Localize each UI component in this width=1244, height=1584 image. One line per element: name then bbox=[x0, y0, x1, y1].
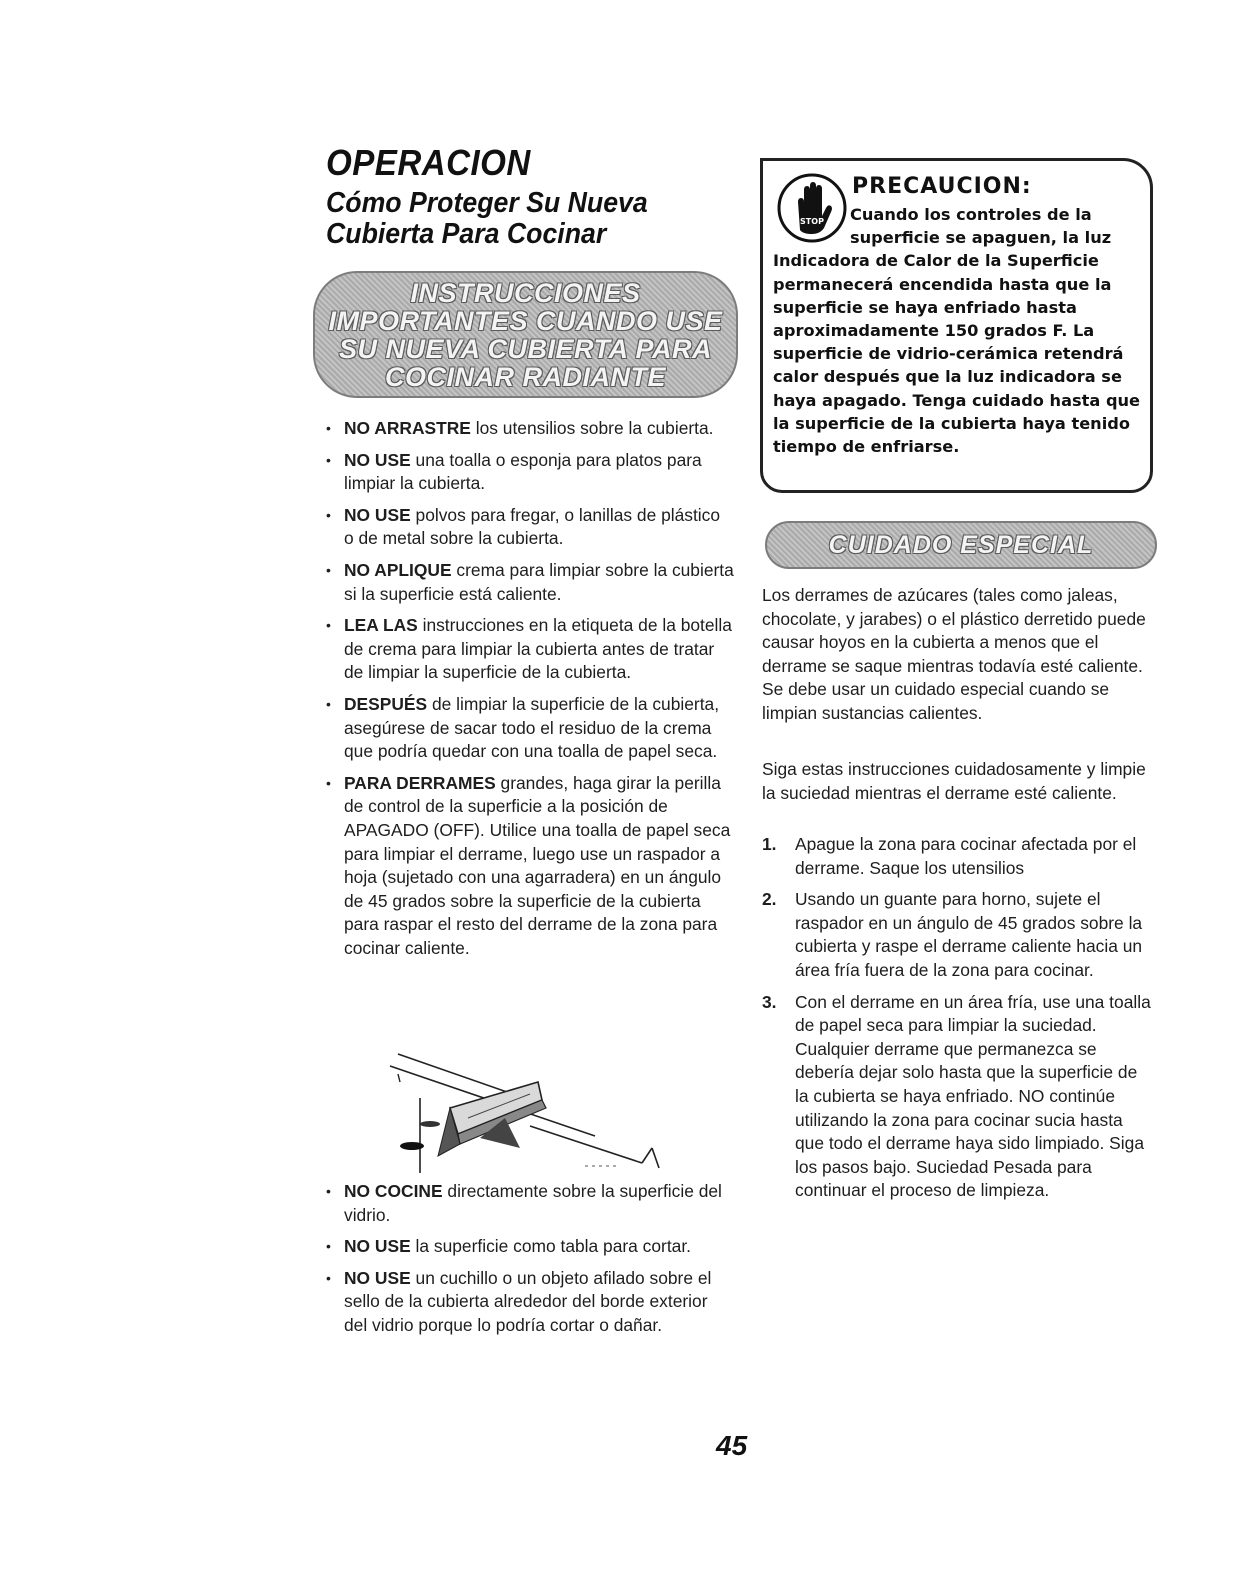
usage-list bbox=[324, 1180, 734, 1346]
item-text: grandes, haga girar la perilla de control de la superficie a la posición de APAGADO (OFF). Utilice una toalla de papel seca para limpiar el derrame, luego use un raspador a hoja (sujetado con una agarradera) en un ángulo de 45 grados sobre la superficie de la cubierta para raspar el resto del derrame de la zona para cocinar caliente. bbox=[344, 772, 731, 958]
item-text: directamente sobre la superficie del vidrio. bbox=[344, 1181, 722, 1225]
item-lead: NO ARRASTRE bbox=[344, 418, 471, 438]
step-text: Con el derrame en un área fría, use una toalla de papel seca para limpiar la suciedad. Cualquier derrame que permanezca se debería dejar solo hasta que la superficie de la cubierta se haya enfriado. NO continúe utilizando la zona para cocinar sucia hasta que todo el derrame haya sido limpiado. Siga los pasos bajo. Suciedad Pesada para continuar el proceso de limpieza. bbox=[795, 991, 1151, 1201]
list-item bbox=[324, 559, 734, 606]
instructions-banner-text: INSTRUCCIONES IMPORTANTES CUANDO USE SU NUEVA CUBIERTA PARA COCINAR RADIANTE bbox=[328, 277, 723, 392]
list-item bbox=[324, 417, 734, 441]
item-lead: NO COCINE bbox=[344, 1181, 443, 1201]
step-item bbox=[762, 888, 1152, 982]
stop-hand-icon bbox=[776, 172, 848, 244]
special-care-banner bbox=[765, 521, 1157, 569]
list-item bbox=[324, 1180, 734, 1227]
spill-intro-paragraph: Los derrames de azúcares (tales como jaleas, chocolate, y jarabes) o el plástico derretido puede causar hoyos en la cubierta a menos que el derrame se saque mientras todavía esté caliente. Se debe usar un cuidado especial cuando se limpian sustancias calientes. bbox=[762, 585, 1146, 723]
page-number: 45 bbox=[716, 1430, 748, 1461]
item-lead: LEA LAS bbox=[344, 615, 418, 636]
item-lead: NO USE bbox=[344, 1236, 411, 1257]
list-item bbox=[324, 504, 734, 551]
precautions-list bbox=[324, 417, 734, 968]
list-item bbox=[324, 693, 734, 764]
list-item bbox=[324, 772, 734, 961]
special-care-banner-text: CUIDADO ESPECIAL bbox=[828, 530, 1094, 559]
step-text: Usando un guante para horno, sujete el raspador en un ángulo de 45 grados sobre la cubierta y raspe el derrame caliente hacia un área fría fuera de la zona para cocinar. bbox=[795, 889, 1143, 980]
item-text: instrucciones en la etiqueta de la botella de crema para limpiar la cubierta antes de tratar de limpiar la superficie de la cubierta. bbox=[344, 615, 732, 683]
item-lead: DESPUÉS bbox=[344, 693, 428, 714]
item-lead: NO USE bbox=[344, 449, 411, 470]
item-lead: PARA DERRAMES bbox=[344, 772, 496, 793]
follow-instructions-paragraph: Siga estas instrucciones cuidadosamente y limpie la suciedad mientras el derrame esté caliente. bbox=[762, 759, 1146, 803]
item-text: crema para limpiar sobre la cubierta si la superficie está caliente. bbox=[344, 559, 734, 604]
page-title: Cómo Proteger Su Nueva Cubierta Para Cocinar bbox=[326, 187, 648, 250]
step-item bbox=[762, 833, 1152, 880]
item-text: la superficie como tabla para cortar. bbox=[410, 1236, 692, 1257]
list-item bbox=[324, 614, 734, 685]
step-number: 1. bbox=[762, 834, 777, 854]
step-item bbox=[762, 991, 1152, 1203]
list-item bbox=[324, 1267, 734, 1338]
caution-text-rest: Indicadora de Calor de la Superficie permanecerá encendida hasta que la superficie se haya enfriado hasta aproximadamente 150 grados F. La superficie de vidrio-cerámica retendrá calor después que la luz indicadora se haya apagado. Tenga cuidado hasta que la superficie de la cubierta haya tenido tiempo de enfriarse. bbox=[773, 251, 1141, 457]
item-text: polvos para fregar, o lanillas de plástico o de metal sobre la cubierta. bbox=[344, 504, 721, 549]
caution-text-first: Cuando los controles de la superficie se apaguen, la luz bbox=[850, 205, 1112, 248]
step-number: 3. bbox=[762, 991, 777, 1012]
cleaning-steps bbox=[762, 833, 1152, 1211]
section-heading: OPERACION bbox=[326, 142, 531, 183]
item-text: de limpiar la superficie de la cubierta, asegúrese de sacar todo el residuo de la crema que podría quedar con una toalla de papel seca. bbox=[344, 693, 720, 762]
caution-box bbox=[760, 158, 1153, 493]
item-text: los utensilios sobre la cubierta. bbox=[470, 418, 714, 438]
item-text: una toalla o esponja para platos para limpiar la cubierta. bbox=[344, 449, 702, 494]
instructions-banner bbox=[313, 271, 738, 398]
item-lead: NO USE bbox=[344, 504, 411, 525]
scraper-illustration bbox=[380, 1048, 670, 1173]
caution-title: PRECAUCION: bbox=[852, 174, 1032, 199]
step-number: 2. bbox=[762, 889, 777, 910]
list-item bbox=[324, 1235, 734, 1259]
stop-label: STOP bbox=[800, 217, 824, 226]
item-lead: NO USE bbox=[344, 1267, 411, 1288]
step-text: Apague la zona para cocinar afectada por el derrame. Saque los utensilios bbox=[795, 834, 1137, 878]
item-text: un cuchillo o un objeto afilado sobre el sello de la cubierta alrededor del borde exterior del vidrio porque lo podría cortar o dañar. bbox=[344, 1267, 712, 1335]
list-item bbox=[324, 449, 734, 496]
item-lead: NO APLIQUE bbox=[344, 559, 452, 580]
